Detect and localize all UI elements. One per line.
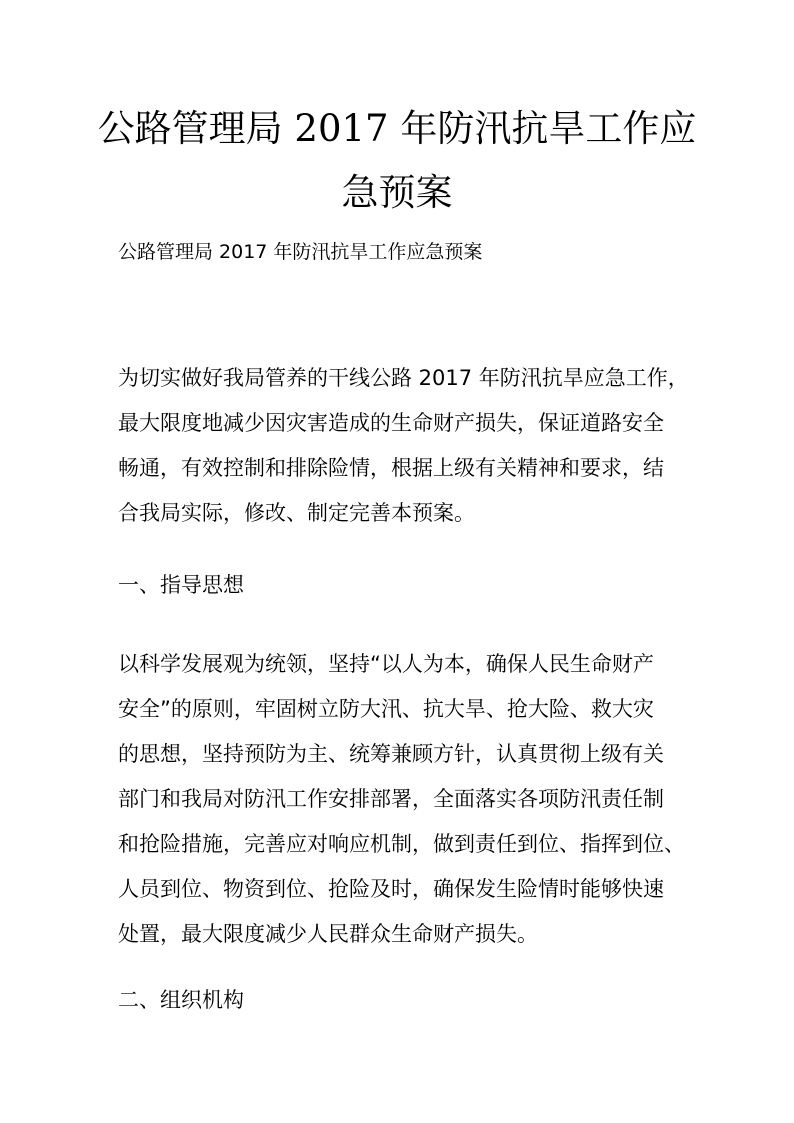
document-title-line-2: 急预案 xyxy=(341,171,453,214)
paragraph-line: 部门和我局对防汛工作安排部署，全面落实各项防汛责任制 xyxy=(118,787,664,811)
paragraph-line: 的思想，坚持预防为主、统筹兼顾方针，认真贯彻上级有关 xyxy=(118,742,664,766)
paragraph-line: 和抢险措施，完善应对响应机制，做到责任到位、指挥到位、 xyxy=(118,832,685,856)
document-title-line-1: 公路管理局 2017 年防汛抗旱工作应 xyxy=(97,107,697,150)
paragraph-line: 处置，最大限度减少人民群众生命财产损失。 xyxy=(118,922,538,946)
document-subtitle: 公路管理局 2017 年防汛抗旱工作应急预案 xyxy=(118,241,483,263)
paragraph-line: 安全”的原则，牢固树立防大汛、抗大旱、抢大险、救大灾 xyxy=(118,697,654,721)
paragraph-line: 合我局实际，修改、制定完善本预案。 xyxy=(118,501,475,525)
paragraph-line: 以科学发展观为统领，坚持“以人为本，确保人民生命财产 xyxy=(118,652,654,676)
paragraph-guiding-ideology xyxy=(118,642,685,957)
paragraph-line: 畅通，有效控制和排除险情，根据上级有关精神和要求，结 xyxy=(118,456,664,480)
paragraph-intro xyxy=(118,356,689,536)
section-heading-guiding-ideology: 一、指导思想 xyxy=(118,573,244,597)
paragraph-line: 最大限度地减少因灾害造成的生命财产损失，保证道路安全 xyxy=(118,411,664,435)
paragraph-line: 为切实做好我局管养的干线公路 2017 年防汛抗旱应急工作， xyxy=(118,366,689,390)
section-heading-organization: 二、组织机构 xyxy=(118,988,244,1012)
paragraph-line: 人员到位、物资到位、抢险及时，确保发生险情时能够快速 xyxy=(118,877,664,901)
